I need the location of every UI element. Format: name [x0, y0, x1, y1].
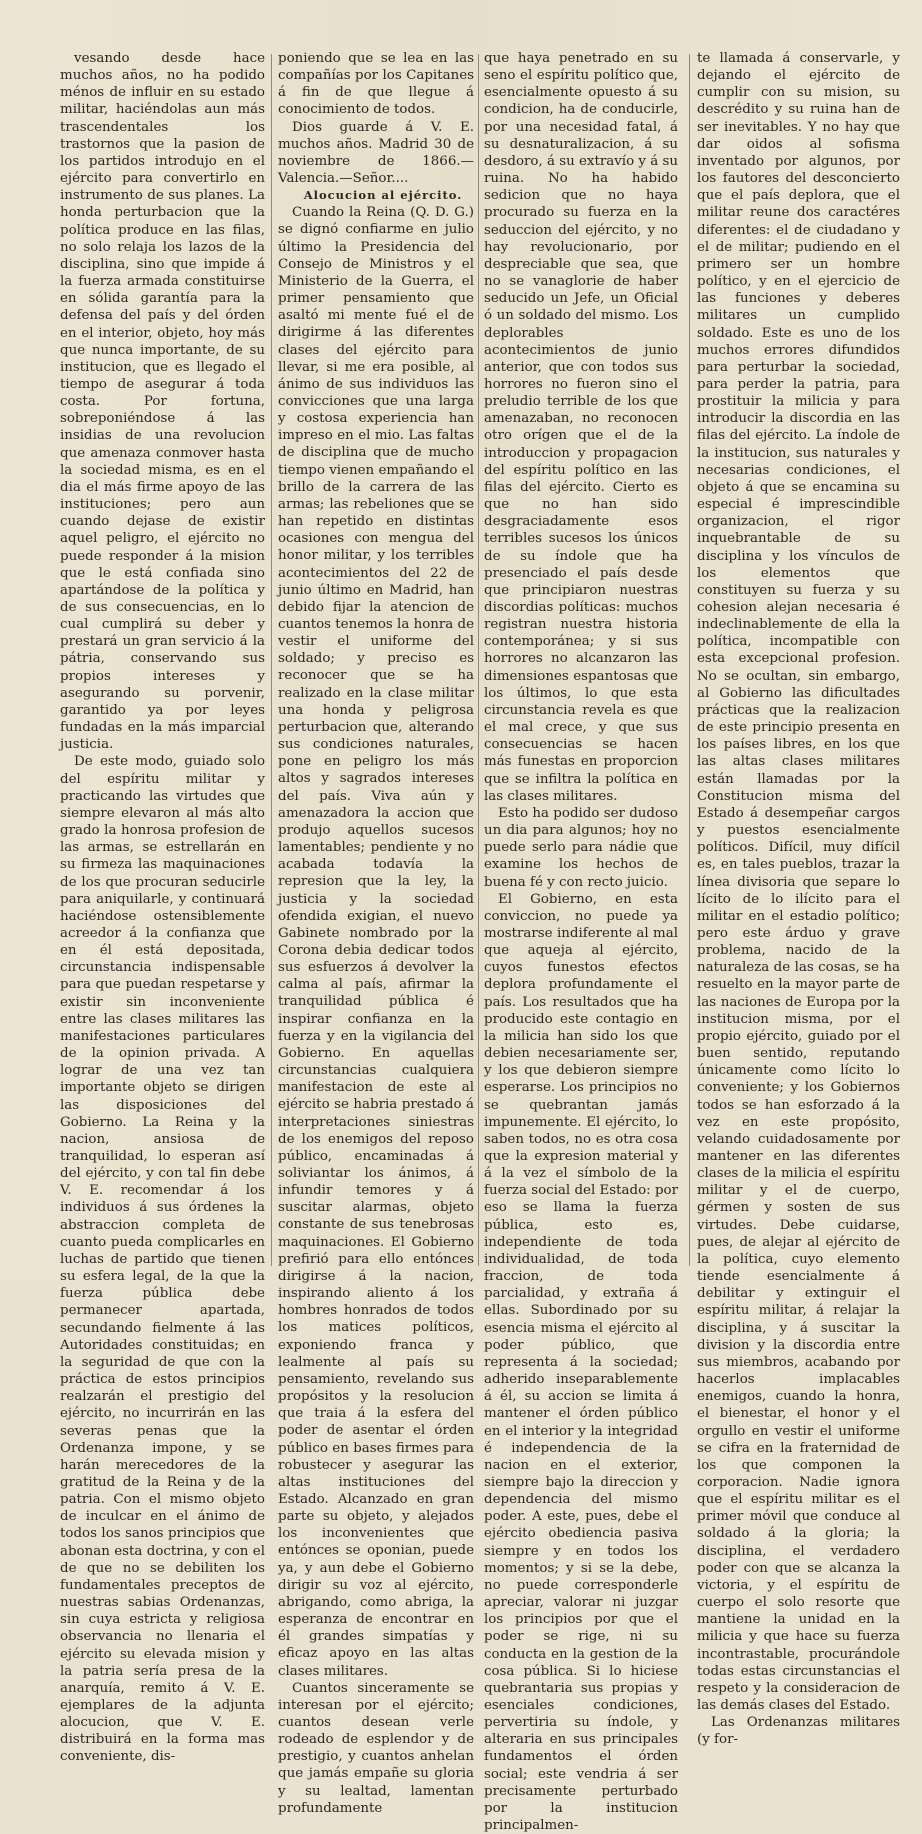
text-column-1 — [60, 50, 265, 1765]
paragraph: vesando desde hace muchos años, no ha podido ménos de influir en su estado militar, haciéndolas aun más trascendentales los trastornos que la pasion de los partidos introdujo en el ejército para convertirlo en instrumento de sus planes. La honda perturbacion que la política produce en las filas, no solo relaja los lazos de la disciplina, sino que impide á la fuerza armada constituirse en sólida garantía para la defensa del país y del órden en el interior, objeto, hoy más que nunca importante, de su institucion, que es llegado el tiempo de asegurar á toda costa. Por fortuna, sobreponiéndose á las insidias de una revolucion que amenaza conmover hasta la sociedad misma, es en el dia el más firme apoyo de las instituciones; pero aun cuando dejase de existir aquel peligro, el ejército no puede responder á la mision que le está confiada sino apartándose de la política y de sus consecuencias, en lo cual cumplirá su deber y prestará un gran servicio á la pátria, conservando sus propios intereses y asegurando su porvenir, garantido ya por leyes fundadas en la más imparcial justicia. — [60, 51, 265, 753]
paragraph: El Gobierno, en esta conviccion, no puede ya mostrarse indiferente al mal que aqueja al ejército, cuyos funestos efectos deplora profundamente el país. Los resultados que ha producido este contagio en la milicia han sido los que debien necesariamente ser, y los que debieron siempre esperarse. Los principios no se quebrantan jamás impunemente. El ejército, lo saben todos, no es otra cosa que la expresion material y á la vez el símbolo de la fuerza social del Estado: por eso se llama la fuerza pública, esto es, independiente de toda individualidad, de toda fraccion, de toda parcialidad, y extraña á ellas. Subordinado por su esencia misma el ejército al poder público, que representa á la sociedad; adherido inseparablemente á él, su accion se limita á mantener el órden público en el interior y la integridad é independencia de la nacion en el exterior, siempre bajo la direccion y dependencia del mismo poder. A este, pues, debe el ejército obediencia pasiva siempre y en todos los momentos; y si se la debe, no puede corresponderle apreciar, valorar ni juzgar los principios por que el poder se rige, ni su conducta en la gestion de la cosa pública. Si lo hiciese quebrantaria sus propias y esenciales condiciones, pervertiria su índole, y alteraria en sus principales fundamentos el órden social; este vendria á ser precisamente perturbado por la institucion principalmen- — [484, 891, 678, 1834]
paragraph: te llamada á conservarle, y dejando el ejército de cumplir con su mision, su descrédito y su ruina han de ser inevitables. Y no hay que dar oidos al sofisma inventado por algunos, por los fautores del desconcierto que el país deplora, que el militar reune dos caractéres diferentes: el de ciudadano y el de militar; pudiendo en el primero ser un hombre político, y en el ejercicio de las funciones y deberes militares un cumplido soldado. Este es uno de los muchos errores difundidos para perturbar la sociedad, para perder la patria, para prostituir la milicia y para introducir la discordia en las filas del ejército. La índole de la institucion, sus naturales y necesarias condiciones, el objeto á que se encamina su especial é imprescindible organizacion, el rigor inquebrantable de su disciplina y los vínculos de los elementos que constituyen su fuerza y su cohesion alejan necesaria é indeclinablemente de ella la política, incompatible con esta excepcional profesion. No se ocultan, sin embargo, al Gobierno las dificultades prácticas que la realizacion de este principio presenta en los países libres, en los que las altas clases militares están llamadas por la Constitucion misma del Estado á desempeñar cargos y puestos esencialmente políticos. Difícil, muy difícil es, en tales pueblos, trazar la línea divisoria que separe lo lícito de lo ilícito para el militar en el estadio político; pero este árduo y grave problema, nacido de la naturaleza de las cosas, se ha resuelto en la mayor parte de las naciones de Europa por la institucion misma, por el propio ejército, guiado por el buen sentido, reputando únicamente como lícito lo conveniente; y los Gobiernos todos se han esforzado á la vez en este propósito, velando cuidadosamente por mantener en las diferentes clases de la milicia el espíritu militar y el de cuerpo, gérmen y sosten de sus virtudes. Debe cuidarse, pues, de alejar al ejército de la política, cuyo elemento tiende esencialmente á debilitar y extinguir el espíritu militar, á relajar la disciplina, y á suscitar la division y la discordia entre sus miembros, acabando por hacerlos implacables enemigos, cuando la honra, el bienestar, el honor y el orgullo en vestir el uniforme se cifra en la fraternidad de los que componen la corporacion. Nadie ignora que el espíritu militar es el primer móvil que conduce al soldado á la gloria; la disciplina, el verdadero poder con que se alcanza la victoria, y el espíritu de cuerpo el solo resorte que mantiene la unidad en la milicia y que hace su fuerza incontrastable, procurándole todas estas circunstancias el respeto y la consideracion de las demás clases del Estado. — [697, 51, 900, 1713]
paragraph: Esto ha podido ser dudoso un dia para algunos; hoy no puede serlo para nádie que examine los hechos de buena fé y con recto juicio. — [484, 805, 678, 890]
text-column-2 — [278, 50, 475, 1816]
paragraph: poniendo que se lea en las compañías por los Capitanes á fin de que llegue á conocimiento de todos. — [278, 51, 474, 118]
text-column-3 — [484, 50, 678, 1834]
column-rule — [271, 54, 272, 1266]
paragraph: Dios guarde á V. E. muchos años. Madrid 30 de noviembre de 1866.—Valencia.—Señor.... — [278, 119, 474, 187]
text-column-4 — [697, 50, 900, 1748]
paragraph: De este modo, guiado solo del espíritu militar y practicando las virtudes que siempre elevaron al más alto grado la honrosa profesion de las armas, se estrellarán en su firmeza las maquinaciones de los que procuran seducirle para aniquilarle, y continuará haciéndose ostensiblemente acreedor á la confianza que en él está depositada, circunstancia indispensable para que puedan respetarse y existir sin inconveniente entre las clases militares las manifestaciones particulares de la opinion privada. A lograr de una vez tan importante objeto se dirigen las disposiciones del Gobierno. La Reina y la nacion, ansiosa de tranquilidad, lo esperan así del ejército, y con tal fin debe V. E. recomendar á los individuos á sus órdenes la abstraccion completa de cuanto pueda complicarles en luchas de partido que tienen su esfera legal, de la que la fuerza pública debe permanecer apartada, secundando fielmente á las Autoridades constituidas; en la seguridad de que con la práctica de estos principios realzarán el prestigio del ejército, no incurrirán en las severas penas que la Ordenanza impone, y se harán merecedores de la gratitud de la Reina y de la patria. Con el mismo objeto de inculcar en el ánimo de todos los sanos principios que abonan esta doctrina, y con el de que no se debiliten los fundamentales preceptos de nuestras sabias Ordenanzas, sin cuya estricta y religiosa observancia no llenaria el ejército su elevada mision y la patria sería presa de la anarquía, remito á V. E. ejemplares de la adjunta alocucion, que V. E. distribuirá en la forma mas conveniente, dis- — [60, 754, 265, 1765]
section-heading: Alocucion al ejército. — [303, 188, 463, 203]
paragraph: que haya penetrado en su seno el espíritu político que, esencialmente opuesto á su condicion, ha de conducirle, por una necesidad fatal, á su desnaturalizacion, á su desdoro, á su extravío y á su ruina. No ha habido sedicion que no haya procurado su fuerza en la seduccion del ejército, y no hay revolucionario, por despreciable que sea, que no se vanaglorie de haber seducido un Jefe, un Oficial ó un soldado del mismo. Los deplorables acontecimientos de junio anterior, que con todos sus horrores no fueron sino el preludio terrible de los que amenazaban, no reconocen otro orígen que el de la introduccion y propagacion del espíritu político en las filas del ejército. Cierto es que no han sido desgraciadamente esos terribles sucesos los únicos de su índole que ha presenciado el país desde que principiaron nuestras discordias políticas: muchos registran nuestra historia contemporánea; y si sus horrores no alcanzaron las dimensiones espantosas que los últimos, lo que esta circunstancia revela es que el mal crece, y que sus consecuencias se hacen más funestas en proporcion que se infiltra la política en las clases militares. — [484, 51, 678, 804]
column-rule — [689, 54, 690, 1266]
column-rule — [478, 54, 479, 1266]
paragraph: Cuantos sinceramente se interesan por el ejército; cuantos desean verle rodeado de esplendor y de prestigio, y cuantos anhelan que jamás empañe su gloria y su lealtad, lamentan profundamente — [278, 1680, 474, 1816]
paragraph: Las Ordenanzas militares (y for- — [697, 1715, 900, 1748]
paragraph: Cuando la Reina (Q. D. G.) se dignó confiarme en julio último la Presidencia del Consejo de Ministros y el Ministerio de la Guerra, el primer pensamiento que asaltó mi mente fué el de dirigirme á las diferentes clases del ejército para llevar, si me era posible, al ánimo de sus individuos las convicciones que una larga y costosa experiencia han impreso en el mio. Las faltas de disciplina que de mucho tiempo vienen empañando el brillo de la carrera de las armas; las rebeliones que se han repetido en distintas ocasiones con mengua del honor militar, y los terribles acontecimientos del 22 de junio último en Madrid, han debido fijar la atencion de cuantos tenemos la honra de vestir el uniforme del soldado; y preciso es reconocer que se ha realizado en la clase militar una honda y peligrosa perturbacion que, alterando sus condiciones naturales, pone en peligro los más altos y sagrados intereses del país. Viva aún y amenazadora la accion que produjo aquellos sucesos lamentables; pendiente y no acabada todavía la represion que la ley, la justicia y la sociedad ofendida exigian, el nuevo Gabinete nombrado por la Corona debia dedicar todos sus esfuerzos á devolver la calma al país, afirmar la tranquilidad pública é inspirar confianza en la fuerza y en la vigilancia del Gobierno. En aquellas circunstancias cualquiera manifestacion de este al ejército se habria prestado á interpretaciones siniestras de los enemigos del reposo público, encaminadas á soliviantar los ánimos, á infundir temores y á suscitar alarmas, objeto constante de sus tenebrosas maquinaciones. El Gobierno prefirió para ello entónces dirigirse á la nacion, inspirando aliento á los hombres honrados de todos los matices políticos, exponiendo franca y lealmente al país su pensamiento, revelando sus propósitos y la resolucion que traia á la esfera del poder de asentar el órden público en bases firmes para robustecer y asegurar las altas instituciones del Estado. Alcanzado en gran parte su objeto, y alejados los inconvenientes que entónces se oponian, puede ya, y aun debe el Gobierno dirigir su voz al ejército, abrigando, como abriga, la esperanza de encontrar en él grandes simpatías y eficaz apoyo en las altas clases militares. — [278, 205, 475, 1679]
